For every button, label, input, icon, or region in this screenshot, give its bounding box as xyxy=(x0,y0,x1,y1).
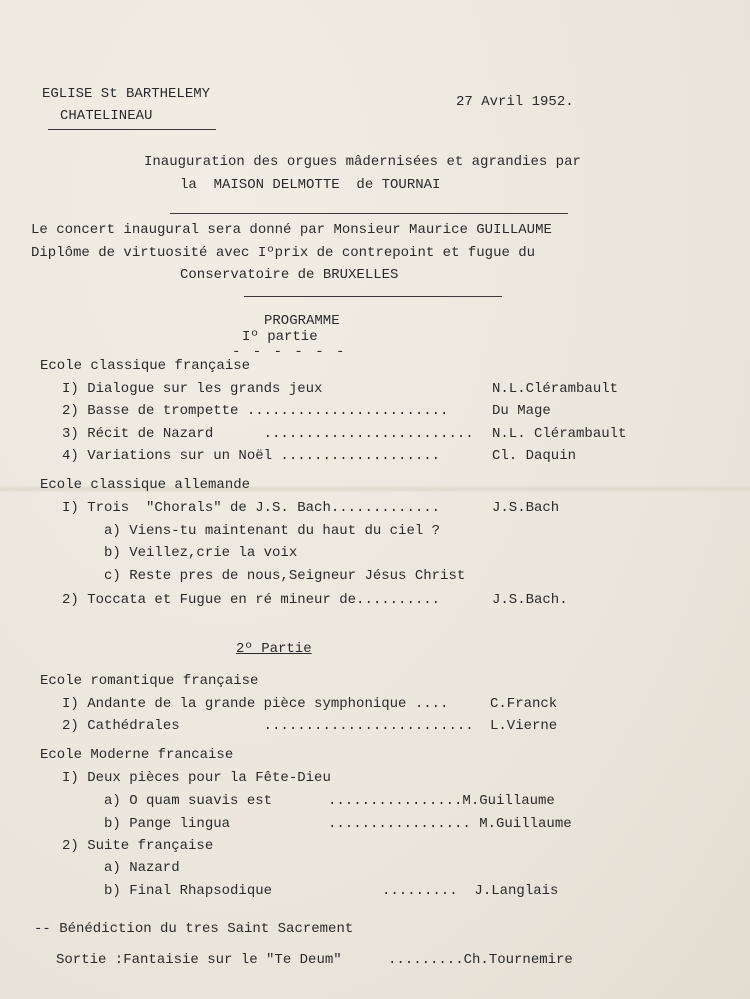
composer-name: Du Mage xyxy=(492,403,551,419)
composer-name: J.S.Bach xyxy=(492,500,560,516)
part-1-title: Iº partie xyxy=(242,329,318,345)
programme-item: I) Dialogue sur les grands jeux xyxy=(62,381,323,397)
divider-2 xyxy=(244,296,502,297)
composer-name: ................M.Guillaume xyxy=(328,793,555,809)
programme-item: 2) Basse de trompette ........................ xyxy=(62,403,449,419)
intro-line-2: la MAISON DELMOTTE de TOURNAI xyxy=(180,177,441,193)
programme-subitem: a) Nazard xyxy=(104,860,180,876)
concert-line-2: Diplôme de virtuosité avec Iºprix de contrepoint et fugue du xyxy=(31,245,536,261)
composer-name: ................. M.Guillaume xyxy=(328,816,572,832)
header-underline xyxy=(48,129,216,130)
church-name: EGLISE St BARTHELEMY xyxy=(42,86,211,102)
section-title: Ecole Moderne francaise xyxy=(40,747,234,763)
composer-name: L.Vierne xyxy=(490,718,558,734)
section-title: Ecole classique allemande xyxy=(40,477,251,493)
concert-line-1: Le concert inaugural sera donné par Monsieur Maurice GUILLAUME xyxy=(31,222,552,238)
sortie-line: Sortie :Fantaisie sur le "Te Deum" xyxy=(56,952,342,968)
programme-subitem: b) Veillez,crie la voix xyxy=(104,545,298,561)
programme-subitem: b) Final Rhapsodique xyxy=(104,883,273,899)
part-2-title: 2º Partie xyxy=(236,641,312,657)
benediction-line: -- Bénédiction du tres Saint Sacrement xyxy=(34,921,354,937)
composer-name: J.S.Bach. xyxy=(492,592,568,608)
composer-name: .........Ch.Tournemire xyxy=(388,952,573,968)
section-title: Ecole classique française xyxy=(40,358,251,374)
programme-subitem: a) O quam suavis est xyxy=(104,793,273,809)
programme-title: PROGRAMME xyxy=(264,313,340,329)
composer-name: ......... J.Langlais xyxy=(382,883,559,899)
section-title: Ecole romantique française xyxy=(40,673,259,689)
programme-subitem: c) Reste pres de nous,Seigneur Jésus Christ xyxy=(104,568,466,584)
town-name: CHATELINEAU xyxy=(60,108,153,124)
composer-name: C.Franck xyxy=(490,696,558,712)
intro-line-1: Inauguration des orgues mâdernisées et agrandies par xyxy=(144,154,581,170)
programme-item: I) Andante de la grande pièce symphonique .... xyxy=(62,696,449,712)
programme-item: I) Trois "Chorals" de J.S. Bach............. xyxy=(62,500,441,516)
document-date: 27 Avril 1952. xyxy=(456,94,574,110)
programme-item: 3) Récit de Nazard ......................... xyxy=(62,426,474,442)
programme-subitem: b) Pange lingua xyxy=(104,816,231,832)
composer-name: N.L. Clérambault xyxy=(492,426,627,442)
programme-item: I) Deux pièces pour la Fête-Dieu xyxy=(62,770,331,786)
programme-item: 4) Variations sur un Noël ................... xyxy=(62,448,441,464)
part-1-dashes: - - - - - - xyxy=(232,344,347,360)
concert-line-3: Conservatoire de BRUXELLES xyxy=(180,267,399,283)
divider-1 xyxy=(170,213,568,214)
programme-item: 2) Cathédrales ......................... xyxy=(62,718,474,734)
programme-item: 2) Suite française xyxy=(62,838,214,854)
programme-subitem: a) Viens-tu maintenant du haut du ciel ? xyxy=(104,523,441,539)
composer-name: N.L.Clérambault xyxy=(492,381,619,397)
composer-name: Cl. Daquin xyxy=(492,448,577,464)
programme-item: 2) Toccata et Fugue en ré mineur de.......... xyxy=(62,592,441,608)
